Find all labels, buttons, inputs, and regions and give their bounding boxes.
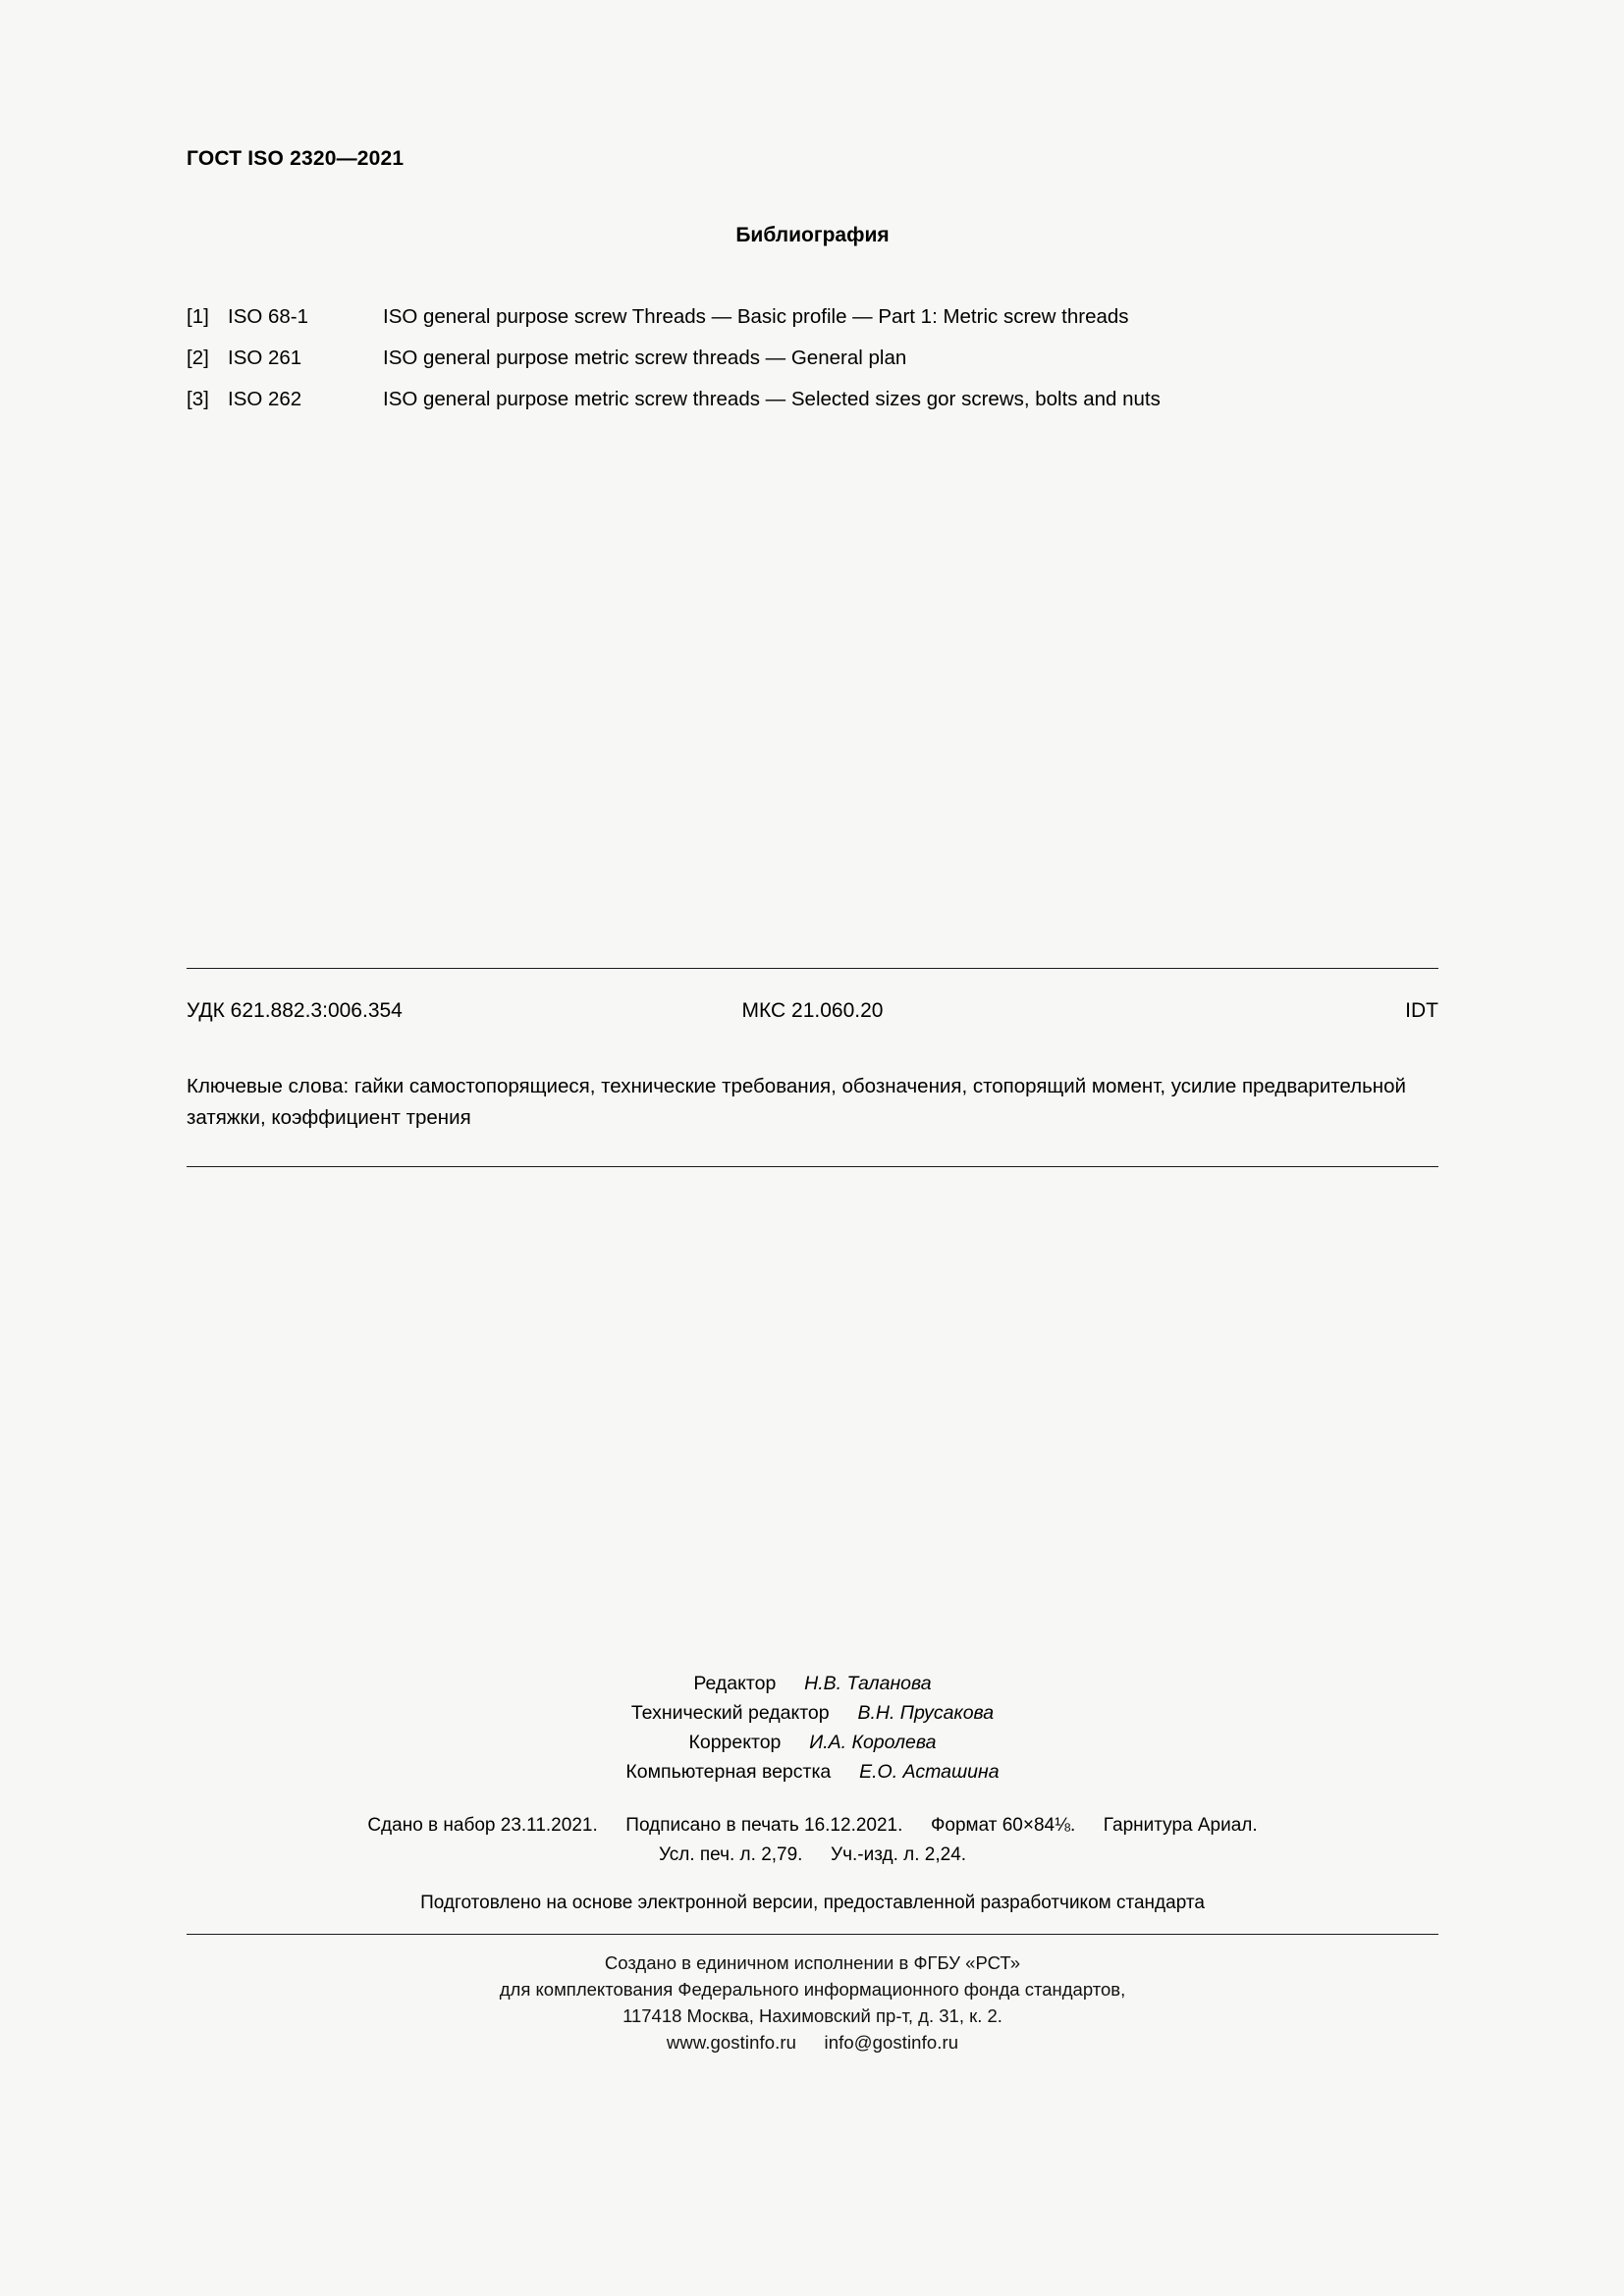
bibliography-heading: Библиография: [735, 224, 890, 246]
divider-top: [187, 968, 1438, 969]
prepared-note: Подготовлено на основе электронной версии, предоставленной разработчиком стандарта: [420, 1893, 1205, 1913]
bibliography-entry-number: [1]: [187, 305, 209, 328]
page-title: ГОСТ ISO 2320—2021: [187, 147, 405, 170]
bibliography-entry-number: [2]: [187, 347, 209, 369]
credit-role: Редактор: [693, 1673, 777, 1694]
colophon-line: 117418 Москва, Нахимовский пр-т, д. 31, к. 2.: [623, 2005, 1002, 2026]
print-info-block: [187, 1811, 1438, 1870]
credit-person: И.А. Королева: [809, 1732, 937, 1753]
colophon-line: для комплектования Федерального информационного фонда стандартов,: [499, 1979, 1126, 2000]
idt-code: IDT: [1405, 999, 1438, 1022]
credit-person: Е.О. Асташина: [859, 1761, 1000, 1783]
credit-row: [187, 1669, 1438, 1698]
bibliography-entry-ref: ISO 262: [228, 388, 302, 410]
list-item: [187, 338, 1438, 379]
bibliography-entry-title: ISO general purpose metric screw threads — General plan: [383, 347, 907, 369]
printed-sheets: Усл. печ. л. 2,79.: [658, 1844, 803, 1865]
credit-person: В.Н. Прусакова: [857, 1702, 995, 1724]
bibliography-list: [187, 296, 1438, 420]
credit-person: Н.В. Таланова: [804, 1673, 932, 1694]
divider-middle: [187, 1166, 1438, 1167]
print-info-line: [187, 1811, 1438, 1841]
bibliography-entry-number: [3]: [187, 388, 209, 410]
bibliography-entry-ref: ISO 261: [228, 347, 302, 369]
credit-role: Компьютерная верстка: [625, 1761, 832, 1783]
keywords-paragraph: Ключевые слова: гайки самостопорящиеся, технические требования, обозначения, стопорящий момент, усилие предварительной затяжки, коэффициент трения: [187, 1075, 1406, 1129]
colophon-block: [187, 1949, 1438, 2056]
typeset-date: Сдано в набор 23.11.2021.: [367, 1815, 598, 1836]
credit-role: Технический редактор: [630, 1702, 830, 1724]
mks-code: МКС 21.060.20: [741, 999, 884, 1022]
credit-row: [187, 1728, 1438, 1757]
credits-block: [187, 1669, 1438, 1787]
page-content: [187, 0, 1438, 2296]
published-sheets: Уч.-изд. л. 2,24.: [831, 1844, 967, 1865]
credit-row: [187, 1698, 1438, 1728]
colophon-line: Создано в единичном исполнении в ФГБУ «РСТ»: [604, 1952, 1021, 1973]
bibliography-entry-ref: ISO 68-1: [228, 305, 309, 328]
bibliography-entry-title: ISO general purpose metric screw threads — Selected sizes gor screws, bolts and nuts: [383, 388, 1161, 410]
udk-code: УДК 621.882.3:006.354: [187, 999, 403, 1022]
website-link[interactable]: www.gostinfo.ru: [666, 2032, 796, 2053]
list-item: [187, 379, 1438, 420]
credit-row: [187, 1757, 1438, 1787]
credit-role: Корректор: [688, 1732, 782, 1753]
email-link[interactable]: info@gostinfo.ru: [824, 2032, 959, 2053]
typeface: Гарнитура Ариал.: [1103, 1815, 1258, 1836]
divider-bottom: [187, 1934, 1438, 1935]
colophon-contacts: [187, 2029, 1438, 2056]
bibliography-entry-title: ISO general purpose screw Threads — Basic profile — Part 1: Metric screw threads: [383, 305, 1129, 328]
print-date: Подписано в печать 16.12.2021.: [625, 1815, 903, 1836]
format: Формат 60×84⅛.: [930, 1815, 1076, 1836]
list-item: [187, 296, 1438, 338]
print-info-line: [187, 1841, 1438, 1870]
